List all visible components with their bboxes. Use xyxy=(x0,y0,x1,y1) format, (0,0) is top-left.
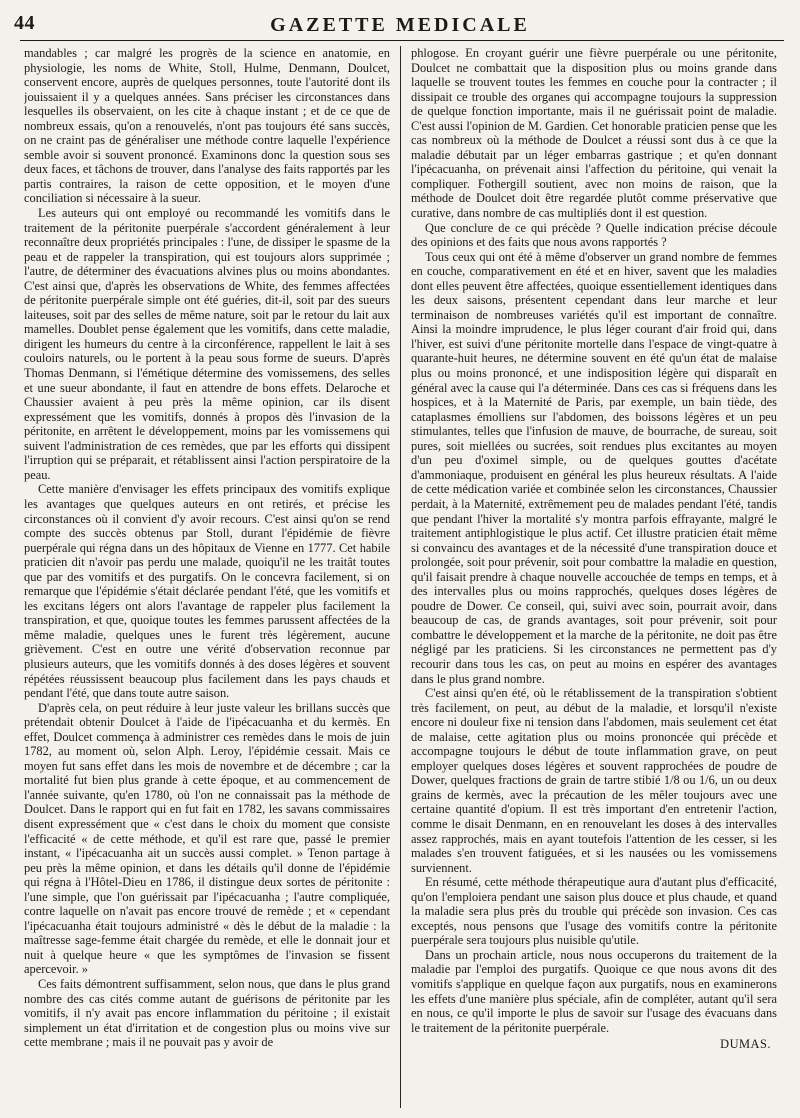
paragraph: D'après cela, on peut réduire à leur juste valeur les brillans succès que prétendait obtenir Doulcet à l'aide de l'ipécacuanha et du kermès. En effet, Doulcet commença à administrer ces remèdes dans le mois de juin 1782, au moment où, selon Alph. Leroy, l'épidémie cessait. Mais ce moyen fut sans effet dans les mois de novembre et de décembre ; car la mortalité fut bien plus grande à cette époque, et au commencement de l'année suivante, qu'en 1780, où l'on ne connaissait pas la méthode de Doulcet. Dans le rapport qui en fut fait en 1782, les savans commissaires disent expressément que « c'est dans le choix du moment que consiste l'efficacité « de cette méthode, et qu'il est rare que, passé le premier instant, « l'ipécacuanha ait un succès aussi complet. » Tenon partage à peu près la même opinion, et dans les détails qu'il donne de l'épidémie qui régna à l'Hôtel-Dieu en 1786, il distingue deux sortes de péritonite : l'une simple, que l'on guérissait par l'ipécacuanha ; l'autre compliquée, contre laquelle on n'avait pas encore trouvé de remède ; et « cependant l'ipécacuanha était toujours administré « dès le début de la maladie : la maîtresse sage-femme était chargée du remède, et elle le donnait jour et nuit à quelque heure « que les symptômes de l'invasion se fissent apercevoir. » xyxy=(24,700,390,977)
article-columns xyxy=(24,46,778,1108)
paragraph: Ces faits démontrent suffisamment, selon nous, que dans le plus grand nombre des cas cités comme autant de guérisons de péritonite par les vomitifs, il n'y avait pas encore inflammation du péritoine ; il existait simplement un état d'irritation et de congestion plus ou moins vive sur cette membrane ; mais il ne pouvait pas y avoir de xyxy=(24,977,390,1050)
paragraph: mandables ; car malgré les progrès de la science en anatomie, en physiologie, les noms de White, Stoll, Hulme, Denmann, Doulcet, conservent encore, auprès de quelques personnes, toute l'autorité dont ils jouissaient il y a quelques années. Sans préciser les circonstances dans lesquelles ils observaient, on les cite à chaque instant ; et de ce que de nombreux essais, qu'on a renouvelés, n'ont pas toujours été sans succès, on ne craint pas de généraliser une méthode contre laquelle l'expérience semble avoir si souvent prononcé. Examinons donc la question sous ses deux faces, et tâchons de trouver, dans l'analyse des faits rapportés par les partis contraires, la raison de cette opposition, et le moyen d'une conciliation si nécessaire à la sueur. xyxy=(24,46,390,206)
paragraph: En résumé, cette méthode thérapeutique aura d'autant plus d'efficacité, qu'on l'emploiera pendant une saison plus douce et plus chaude, et quand la maladie sera plus près du trouble qui précède son invasion. Ces cas exceptés, nous pensons que l'usage des vomitifs contre la péritonite puerpérale sera toujours plus nuisible qu'utile. xyxy=(411,875,777,948)
paragraph: Que conclure de ce qui précède ? Quelle indication précise découle des opinions et des faits que nous avons rapportés ? xyxy=(411,220,777,250)
author-signature: DUMAS. xyxy=(720,1037,771,1052)
page-title: GAZETTE MEDICALE xyxy=(270,14,530,36)
paragraph: phlogose. En croyant guérir une fièvre puerpérale ou une péritonite, Doulcet ne combattait que la disposition plus ou moins grande dans laquelle se trouvent toutes les femmes en couche pour la contracter ; il dissipait ce trouble des organes qui accompagne toujours la suppression de quelque fonction importante, mais il ne guérissait point de maladie. C'est aussi l'opinion de M. Gardien. Cet honorable praticien pense que les cas nombreux où la méthode de Doulcet a réussi sont dus à ce que la maladie débutait par un léger embarras gastrique ; et qu'en donnant l'ipécacuanha, on prévenait ainsi l'affection du péritoine, qui venait la compliquer. Fothergill soutient, avec non moins de raison, que la méthode de Doulcet doit être regardée plutôt comme préservative que curative, dans nombre de cas multipliés dont il est question. xyxy=(411,46,777,221)
page-number: 44 xyxy=(14,12,35,34)
paragraph: C'est ainsi qu'en été, où le rétablissement de la transpiration s'obtient très facilement, on peut, au début de la maladie, et lorsqu'il n'existe encore ni douleur fixe ni tension dans l'abdomen, mais seulement cet état de malaise, cette agitation plus ou moins prononcée qui précède et accompagne toujours le début de toute inflammation grave, on peut employer quelques doses légères et souvent rapprochées de poudre de Dower, quelques fractions de grain de tartre stibié 1/8 ou 1/6, un ou deux grains de kermès, avec la précaution de les mêler toujours avec une certaine quantité d'opium. Il est très important d'en entretenir l'action, comme le disait Denmann, en en renouvelant les doses à des intervalles assez rapprochés, mais en ayant toutefois l'attention de les cesser, si les malades s'en trouvent fatiguées, et si les nausées ou les vomissemens surviennent. xyxy=(411,686,777,875)
left-column xyxy=(24,46,401,1108)
paragraph: Dans un prochain article, nous nous occuperons du traitement de la maladie par l'emploi des purgatifs. Quoique ce que nous avons dit des vomitifs s'applique en quelque façon aux purgatifs, nous en examinerons les effets d'une manière plus spéciale, afin de compléter, autant qu'il sera en nous, ce qu'il importe le plus de savoir sur l'usage des évacuans dans le traitement de la péritonite puerpérale. xyxy=(411,947,777,1035)
paragraph: Les auteurs qui ont employé ou recommandé les vomitifs dans le traitement de la péritonite puerpérale s'accordent généralement à leur reconnaître deux propriétés principales : l'une, de dissiper le spasme de la peau et de rappeler la transpiration, qui est toujours alors supprimée ; l'autre, de déterminer des évacuations alvines plus ou moins abondantes. C'est ainsi que, d'après les observations de White, des femmes affectées de péritonite puerpérale simple ont été guéries, dit-il, soit par des sueurs laiteuses, soit par des selles de même nature, soit par le retour du lait aux mamelles. Doublet pense également que les vomitifs, dans cette maladie, dirigent les humeurs du centre à la circonférence, rappellent le lait à ses couloirs naturels, ou le portent à la peau sous forme de sueurs. D'après Thomas Denmann, si l'émétique détermine des vomissemens, des selles et une sueur abondante, il faut en attendre de bons effets. Delaroche et Chaussier avaient à peu près la même opinion, car ils disent expressément que les vomitifs, donnés à propos dès l'invasion de la péritonite, en arrêtent le développement, moins par les vomissemens qui suivent l'administration de ces remèdes, que par les efforts qui dissipent l'irruption qui se préparait, et rétablissent ainsi l'action perspiratoire de la peau. xyxy=(24,206,390,482)
page-header xyxy=(0,0,800,40)
paragraph: Tous ceux qui ont été à même d'observer un grand nombre de femmes en couche, comparativement en été et en hiver, savent que les maladies dont elles peuvent être affectées, quoique essentiellement identiques dans les deux saisons, présentent cependant dans leur marche et leur terminaison de nombreuses variétés qu'il est important de connaître. Ainsi la moindre imprudence, le plus léger courant d'air froid qui, dans l'hiver, est suivi d'une péritonite mortelle dans l'espace de vingt-quatre à quarante-huit heures, ne détermine souvent en été qu'un état de malaise plus ou moins prononcé, et une indisposition légère qui disparaît en général avec la cause qui l'a déterminée. Dans ces cas si fréquens dans les hospices, et à la Maternité de Paris, par exemple, un bain tiède, des cataplasmes émolliens sur l'abdomen, des boissons légères et un peu stimulantes, telles que l'infusion de mauve, de bourrache, de sureau, soit pures, soit miellées ou sucrées, soit rendues plus excitantes au moyen d'un peu d'oximel simple, ou de quelques gouttes d'acétate d'ammoniaque, produisent en général les plus heureux résultats. A l'aide de cette médication variée et combinée selon les circonstances, Chaussier perdait, à la Maternité, extrêmement peu de malades pendant l'été, tandis que pendant l'hiver la mortalité s'y montra parfois effrayante, malgré le traitement antiphlogistique le plus actif. Cet illustre praticien était même si convaincu des avantages et de la nécessité d'une transpiration douce et prolongée, soit pour prévenir, soit pour combattre la maladie en question, qu'il faisait prendre à chaque nouvelle accouchée de temps en temps, et à des intervalles plus ou moins rapprochés, quelques doses légères de poudre de Dower. Ce conseil, qui, suivi avec soin, pourrait avoir, dans beaucoup de cas, de grands avantages, soit pour prévenir, soit pour combattre le développement et la marche de la péritonite, ne doit pas être négligé par les praticiens. Si les circonstances ne permettent pas d'y recourir dans tous les cas, on peut au moins en espérer des avantages dans le plus grand nombre. xyxy=(411,249,777,686)
header-rule xyxy=(20,40,784,41)
paragraph: Cette manière d'envisager les effets principaux des vomitifs explique les avantages que quelques auteurs en ont retirés, et précise les circonstances où il convient d'y avoir recours. C'est ainsi qu'on se rend compte des succès obtenus par Stoll, durant l'épidémie de fièvre puerpérale qui régna dans un des hôpitaux de Vienne en 1777. Cet habile praticien dit n'avoir pas perdu une malade, quoiqu'il ne les traitât toutes que par des vomitifs et des purgatifs. On le concevra facilement, si on remarque que l'épidémie s'était déclarée pendant l'été, que les vomitifs et les excitans légers ont alors l'avantage de rappeler plus facilement la transpiration, et que, quoique toutes les femmes parussent affectées de la même maladie, quelques unes le furent très légèrement, aucune grièvement. C'est en outre une vérité d'observation reconnue par plusieurs auteurs, que les vomitifs donnés à des doses légères et souvent répétées réussissent beaucoup plus facilement dans les pays chauds et pendant l'été, que dans toute autre saison. xyxy=(24,482,390,701)
right-column xyxy=(401,46,777,1108)
